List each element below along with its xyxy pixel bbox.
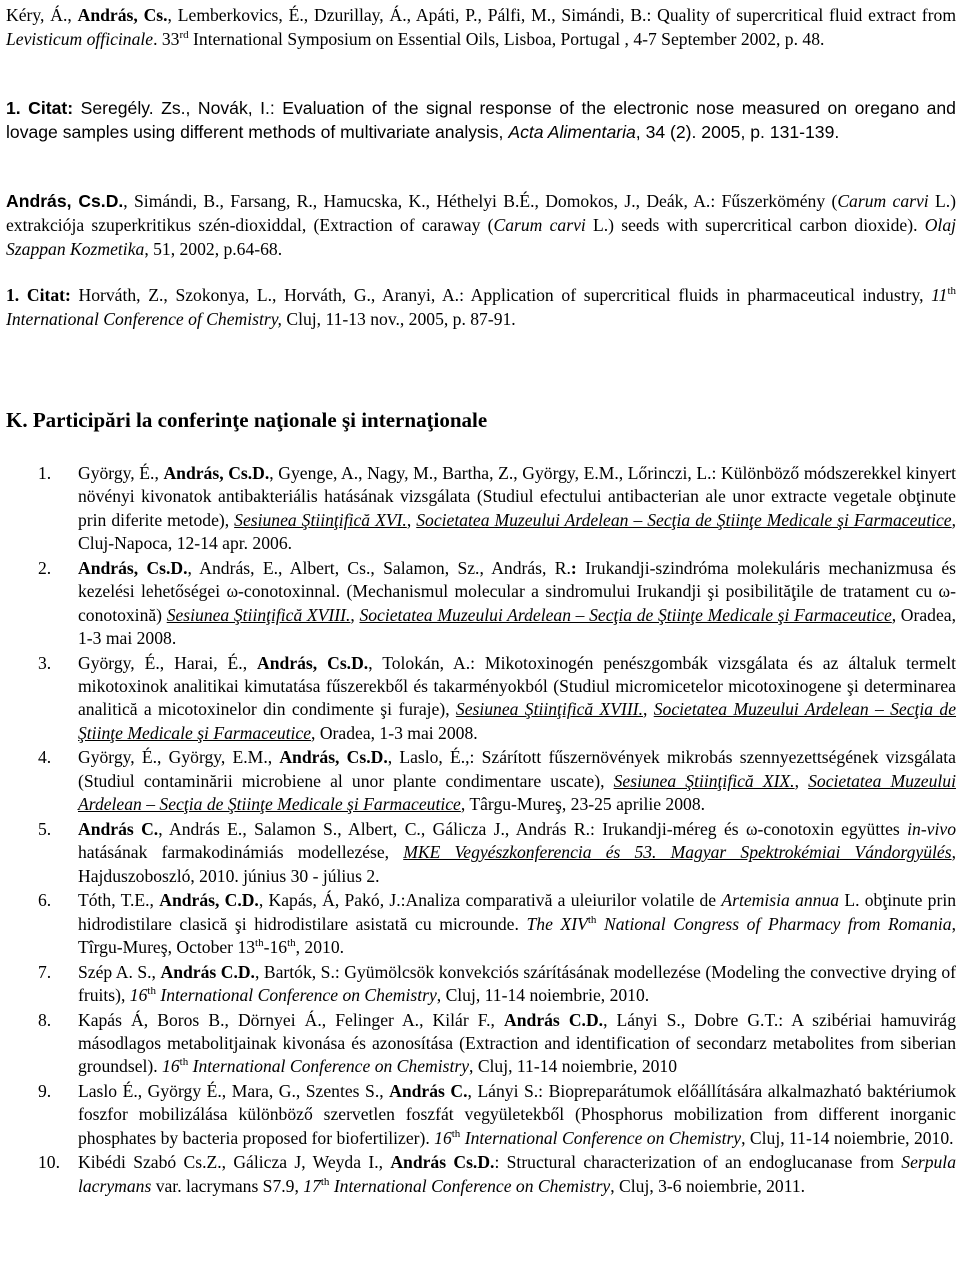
text: , Laslo, É.,: Szárított fűszernövények mikrobás szennyezettségének vizsgálata (Studiul contaminării microbiene al unor plante condimentare uscate),: [78, 747, 956, 791]
author-bold: András Cs.D.: [390, 1152, 495, 1173]
author-bold: András C.D.: [504, 1009, 604, 1030]
text: György, É., Harai, É.,: [78, 652, 258, 673]
text: Kapás Á, Boros B., Dörnyei Á., Felinger A., Kilár F.,: [78, 1009, 505, 1030]
conference-italic: The XIV: [526, 913, 588, 934]
text: , Oradea, 1-3 mai 2008.: [78, 604, 956, 649]
item-number: 4.: [38, 747, 52, 768]
species-italic: Serpula lacrymans: [78, 1152, 956, 1196]
text: , 2010.: [295, 937, 345, 958]
item-number: 6.: [38, 890, 52, 911]
text: var. lacrymans S7.9,: [151, 1175, 304, 1196]
text: , Târgu-Mureş, 23-25 aprilie 2008.: [460, 794, 706, 815]
text: , Lányi S.: Biopreparátumok előállítására alkalmazható baktériumok foszfor mobilizálása különböző szervetlen foszfát vegyületekből (Phosphorus mobilization from different inorganic phosphates by bacteria proposed for biofertilizer).: [78, 1081, 956, 1148]
text: Seregély. Zs., Novák, I.: [73, 98, 270, 118]
journal-italic: Acta Alimentaria: [508, 121, 636, 142]
session-italic: Sesiunea Ştiinţifică XVIII.: [455, 699, 643, 720]
society-italic: Societatea Muzeului Ardelean – Secţia de Ştiinţe Medicale şi Farmaceutice: [78, 770, 956, 815]
item-number: 2.: [38, 557, 52, 578]
item-number: 10.: [38, 1152, 60, 1173]
text: ,: [350, 604, 360, 625]
superscript: th: [287, 937, 296, 950]
citation-label: 1. Citat:: [6, 98, 74, 118]
conference-italic: International Conference on Chemistry: [188, 1056, 470, 1077]
text: , András, E., Albert, Cs., Salamon, Sz., András, R.: [187, 557, 571, 578]
text: Cluj, 11-13 nov., 2005, p. 87-91.: [281, 308, 516, 329]
conference-list: [0, 462, 956, 1199]
text: , Hajduszoboszló, 2010. június 30 - július 2.: [78, 842, 956, 886]
item-number: 8.: [38, 1009, 52, 1030]
session-italic: Sesiunea Ştiinţifică XVI.: [234, 509, 407, 530]
author-bold: András, Cs.D.: [279, 747, 388, 768]
text: Kéry, Á.,: [6, 5, 78, 25]
author-bold: András, Cs.D.: [163, 463, 270, 483]
author-bold: András, Cs.D.: [257, 652, 369, 673]
conference-italic: MKE Vegyészkonferencia és 53. Magyar Spektrokémiai Vándorgyülés: [403, 842, 952, 863]
text: , Kapás, Á, Pakó, J.:Analiza comparativă a uleiurilor volatile de: [258, 890, 722, 911]
publication-entry: [6, 4, 956, 52]
superscript: th: [587, 913, 597, 926]
section-heading: K. Participări la conferinţe naţionale şi internaţionale: [6, 408, 488, 432]
colon-bold: :: [570, 557, 577, 578]
text: , Tolokán, A.: Mikotoxinogén penészgombák vizsgálata és az általuk termelt mikotoxinok analitikai kimutatása fűszerekből és takarményokból (Studiul micromicetelor micotoxinogene şi determinarea analitică a micotoxinelor din condimente şi furaje),: [78, 652, 956, 720]
conference-italic: 16: [434, 1127, 452, 1148]
conference-italic: 17: [303, 1175, 321, 1196]
species-italic: Carum carvi: [837, 191, 929, 211]
item-number: 1.: [38, 463, 52, 483]
text: , 51, 2002, p.64-68.: [144, 238, 283, 259]
species-italic: Levisticum officinale: [6, 28, 154, 49]
citation-entry: [6, 284, 956, 332]
list-item: [0, 961, 956, 1008]
list-item: [0, 818, 956, 888]
author-bold: András, C.D.: [159, 890, 259, 911]
superscript: th: [947, 285, 956, 298]
citation-label: 1. Citat:: [6, 285, 71, 305]
conference-italic: 16: [162, 1056, 180, 1077]
author-bold: András C.: [389, 1081, 468, 1102]
superscript: th: [255, 937, 264, 950]
conference-italic: National Congress of Pharmacy from Romania: [596, 913, 952, 934]
conference-italic: International Conference of Chemistry,: [6, 308, 282, 329]
species-italic: Carum carvi: [493, 214, 586, 235]
text: , Cluj, 11-14 noiembrie, 2010.: [436, 985, 650, 1006]
text: , Lemberkovics, É., Dzurillay, Á., Apáti, P., Pálfi, M., Simándi, B.: Quality of supercritical fluid extract from: [167, 5, 957, 25]
author-bold: András C.: [78, 818, 159, 839]
text: L.) extrakciója szuperkritikus szén-dioxiddal, (Extraction of caraway (: [6, 191, 956, 235]
text: György, É.,: [78, 463, 164, 483]
author-bold: András, Cs.: [77, 5, 168, 25]
author-bold: András, Cs.D.: [6, 191, 124, 211]
list-item: [0, 557, 956, 651]
text: , Oradea, 1-3 mai 2008.: [311, 722, 478, 743]
text: , Bartók, S.: Gyümölcsök konvekciós szárításának modellezése (Modeling the convective drying of fruits),: [78, 961, 956, 1006]
item-number: 7.: [38, 961, 52, 982]
text: L.) seeds with supercritical carbon dioxide).: [585, 214, 925, 235]
conference-italic: International Conference on Chemistry: [460, 1127, 742, 1148]
society-italic: Societatea Muzeului Ardelean – Secţia de Ştiinţe Medicale şi Farmaceutice: [416, 509, 952, 530]
text: Szép A. S.,: [78, 961, 161, 982]
conference-italic: International Conference on Chemistry: [155, 985, 437, 1006]
list-item: [0, 1151, 956, 1198]
superscript: rd: [179, 28, 189, 41]
text: Horváth, Z., Szokonya, L., Horváth, G., Aranyi, A.: Application of supercritical fluids in pharmaceutical industry,: [70, 285, 932, 305]
journal-italic: Olaj Szappan Kozmetika: [6, 214, 956, 259]
text: Irukandji-szindróma molekuláris mechanizmusa és kezelési lehetőségei ω-conotoxinnal. (Mechanismul molecular a sindromului Irukandji şi posibilităţile de tratament cu ω-conotoxină): [78, 557, 956, 625]
text: Laslo É., György É., Mara, G., Szentes S.,: [78, 1081, 390, 1102]
list-item: [0, 462, 956, 556]
list-item: [0, 1009, 956, 1079]
society-italic: Societatea Muzeului Ardelean – Secţia de Ştiinţe Medicale şi Farmaceutice: [78, 699, 957, 743]
list-item: [0, 889, 956, 959]
text: , Lányi S., Dobre G.T.: A szibériai hamuvirág másodlagos metabolitjainak kivonása és azonosítása (Extraction and identification of secondarz metabolites from siberian groundsel).: [78, 1009, 957, 1077]
session-italic: Sesiunea Ştiinţifică XIX.: [613, 770, 795, 791]
item-number: 9.: [38, 1081, 52, 1102]
list-item: [0, 746, 956, 816]
text: , Cluj, 3-6 noiembrie, 2011.: [610, 1175, 806, 1196]
text: , Cluj, 11-14 noiembrie, 2010: [469, 1056, 678, 1077]
text: György, É., György, E.M.,: [78, 747, 280, 768]
text: ,: [406, 509, 417, 530]
superscript: th: [147, 985, 156, 998]
text: , Cluj-Napoca, 12-14 apr. 2006.: [78, 509, 957, 554]
text: ,: [643, 699, 654, 720]
text: , Simándi, B., Farsang, R., Hamucska, K., Héthelyi B.É., Domokos, J., Deák, A.: Fűszerkömény (: [123, 191, 838, 211]
item-number: 3.: [38, 652, 52, 673]
list-item: [0, 652, 956, 746]
term-italic: in-vivo: [907, 818, 956, 839]
text: Kibédi Szabó Cs.Z., Gálicza J, Weyda I.,: [78, 1152, 391, 1173]
text: , Cluj, 11-14 noiembrie, 2010.: [741, 1127, 954, 1148]
publication-entry: [6, 190, 956, 261]
text: , Tîrgu-Mureş, October 13: [78, 913, 956, 958]
list-item: [0, 1080, 956, 1150]
author-bold: András, Cs.D.: [78, 557, 188, 578]
text: hatásának farmakodinámiás modellezése,: [78, 842, 404, 863]
conference-italic: International Conference on Chemistry: [329, 1175, 611, 1196]
author-bold: András C.D.: [160, 961, 255, 982]
text: -16: [263, 937, 288, 958]
text: , 34 (2). 2005, p. 131-139.: [635, 121, 840, 142]
text: : Structural characterization of an endoglucanase from: [494, 1152, 902, 1173]
species-italic: Artemisia annua: [721, 890, 840, 911]
superscript: th: [179, 1056, 189, 1069]
citation-entry: [6, 97, 956, 145]
superscript: th: [451, 1128, 461, 1141]
text: , András E., Salamon S., Albert, C., Gálicza J., András R.: Irukandji-méreg és ω-conotoxin együttes: [158, 818, 908, 839]
text: : Evaluation of the signal response of the electronic nose measured on oregano and lovage samples using different methods of multivariate analysis,: [6, 98, 956, 142]
text: , Gyenge, A., Nagy, M., Bartha, Z., György, E.M., Lőrinczi, L.: Különböző módszerekkel kinyert növényi kivonatok antibakteriális hatásának vizsgálata (Studiul efectului antibacterian ale unor extracte vegetale obţinute prin diferite metode),: [78, 463, 956, 530]
session-italic: Sesiunea Ştiinţifică XVIII.: [166, 604, 351, 625]
text: Tóth, T.E.,: [78, 890, 160, 911]
text: L. obţinute prin hidrodistilare clasică şi hidrodistilare asistată cu microunde.: [78, 890, 957, 934]
text: . 33: [153, 28, 180, 49]
society-italic: Societatea Muzeului Ardelean – Secţia de Ştiinţe Medicale şi Farmaceutice: [359, 604, 892, 625]
conference-italic: 11: [931, 285, 948, 305]
superscript: th: [320, 1176, 330, 1189]
text: International Symposium on Essential Oils, Lisboa, Portugal , 4-7 September 2002, p. 48.: [188, 28, 825, 49]
conference-italic: 16: [129, 985, 148, 1006]
item-number: 5.: [38, 818, 52, 839]
text: ,: [794, 770, 809, 791]
